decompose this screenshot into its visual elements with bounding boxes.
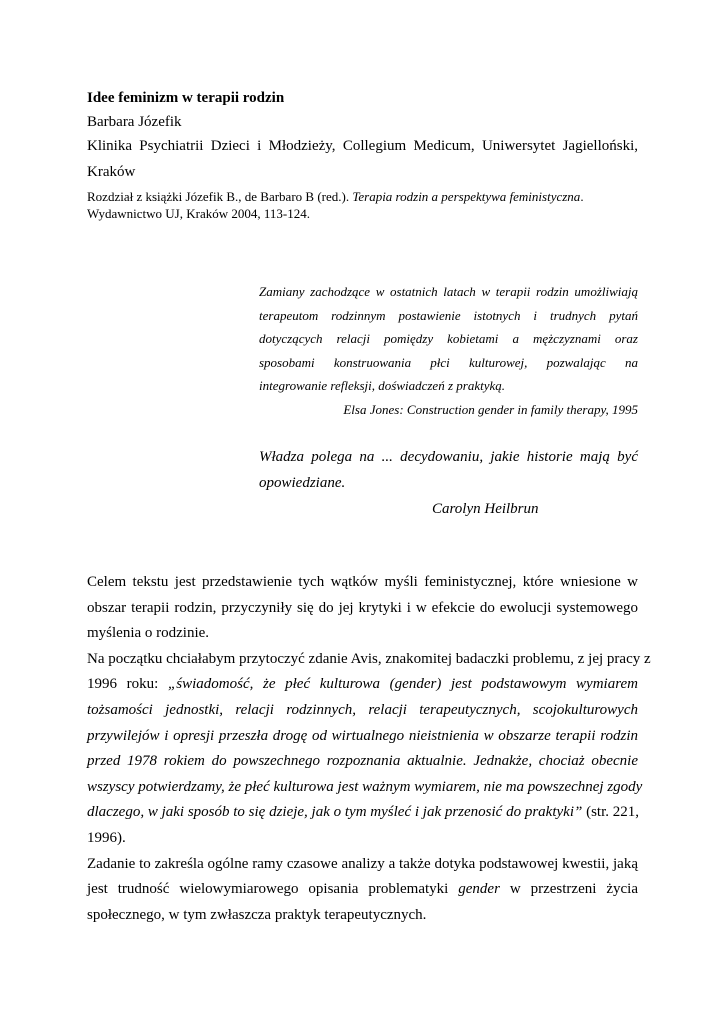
epigraph-heilbrun <box>259 444 638 522</box>
quote-line: tożsamości jednostki, relacji rodzinnych, relacji terapeutycznych, scojokulturowych <box>87 701 638 718</box>
paragraph-line: Celem tekstu jest przedstawienie tych wątków myśli feministycznej, które wniesione w <box>87 574 638 590</box>
quote-text: „świadomość, że płeć kulturowa (gender) jest podstawowym wymiarem <box>167 676 638 693</box>
source-publisher: Wydawnictwo UJ, Kraków 2004, 113-124. <box>87 206 310 221</box>
quote-line: przed 1978 rokiem do powszechnego rozpoznania aktualnie. Jednakże, chociaż obecnie <box>87 753 638 770</box>
paragraph-line: Zadanie to zakreśla ogólne ramy czasowe analizy a także dotyka podstawowej kwestii, jaką <box>87 855 638 872</box>
line-text: (str. 221, <box>582 804 640 821</box>
epigraph-jones <box>259 280 638 421</box>
paragraph-line: myślenia o rodzinie. <box>87 625 210 642</box>
paragraph-line: obszar terapii rodzin, przyczyniły się do jej krytyki i w efekcie do ewolucji systemowego <box>87 599 638 616</box>
epigraph-line: Władza polega na ... decydowaniu, jakie historie mają być <box>259 449 638 465</box>
paragraph-line: 1996). <box>87 829 126 846</box>
source-book-title: Terapia rodzin a perspektywa feministyczna <box>352 189 581 204</box>
source-prefix: Rozdział z książki Józefik B., de Barbaro B (red.). <box>87 189 353 204</box>
article-header <box>87 86 638 222</box>
author-name: Barbara Józefik <box>87 114 182 130</box>
line-text: jest trudność wielowymiarowego opisania problematyki <box>87 881 459 898</box>
paragraph-line <box>87 672 638 698</box>
epigraph-citation: Elsa Jones: Construction gender in family therapy, 1995 <box>343 401 638 417</box>
epigraph-line: Zamiany zachodzące w ostatnich latach w terapii rodzin umożliwiają <box>259 284 638 299</box>
source-suffix: . <box>580 189 584 204</box>
epigraph-line: dotyczących relacji pomiędzy kobietami a mężczyznami oraz <box>259 331 638 346</box>
line-text: 1996 roku: <box>87 676 168 693</box>
affiliation-city: Kraków <box>87 164 136 180</box>
quote-line: wszyscy potwierdzamy, że płeć kulturowa jest ważnym wymiarem, nie ma powszechnej zgody <box>87 778 643 795</box>
body-text <box>87 570 651 928</box>
term-gender: gender <box>458 881 500 898</box>
epigraph-line: sposobami konstruowania płci kulturowej, pozwalając na <box>259 354 638 370</box>
epigraph-line: integrowanie refleksji, doświadczeń z praktyką. <box>259 378 505 393</box>
article-title: Idee feminizm w terapii rodzin <box>87 90 285 106</box>
paragraph-line: społecznego, w tym zwłaszcza praktyk terapeutycznych. <box>87 906 427 923</box>
affiliation-line: Klinika Psychiatrii Dzieci i Młodzieży, Collegium Medicum, Uniwersytet Jagielloński, <box>87 138 638 154</box>
paragraph-line <box>87 877 638 903</box>
epigraph-line: terapeutom rodzinnym postawienie istotnych i trudnych pytań <box>259 307 638 323</box>
paragraph-line: Na początku chciałabym przytoczyć zdanie Avis, znakomitej badaczki problemu, z jej pracy z <box>87 650 651 667</box>
quote-text: dlaczego, w jaki sposób to się dzieje, jak o tym myśleć i jak przenosić do praktyki” <box>87 804 583 821</box>
epigraph-author: Carolyn Heilbrun <box>432 501 539 517</box>
paragraph-line <box>87 800 638 826</box>
line-text: w przestrzeni życia <box>499 881 638 898</box>
epigraph-line: opowiedziane. <box>259 475 346 491</box>
source-citation <box>87 188 638 222</box>
quote-line: przywilejów i opresji przeszła drogę od wirtualnego nieistnienia w obszarze terapii rodzin <box>87 727 638 744</box>
